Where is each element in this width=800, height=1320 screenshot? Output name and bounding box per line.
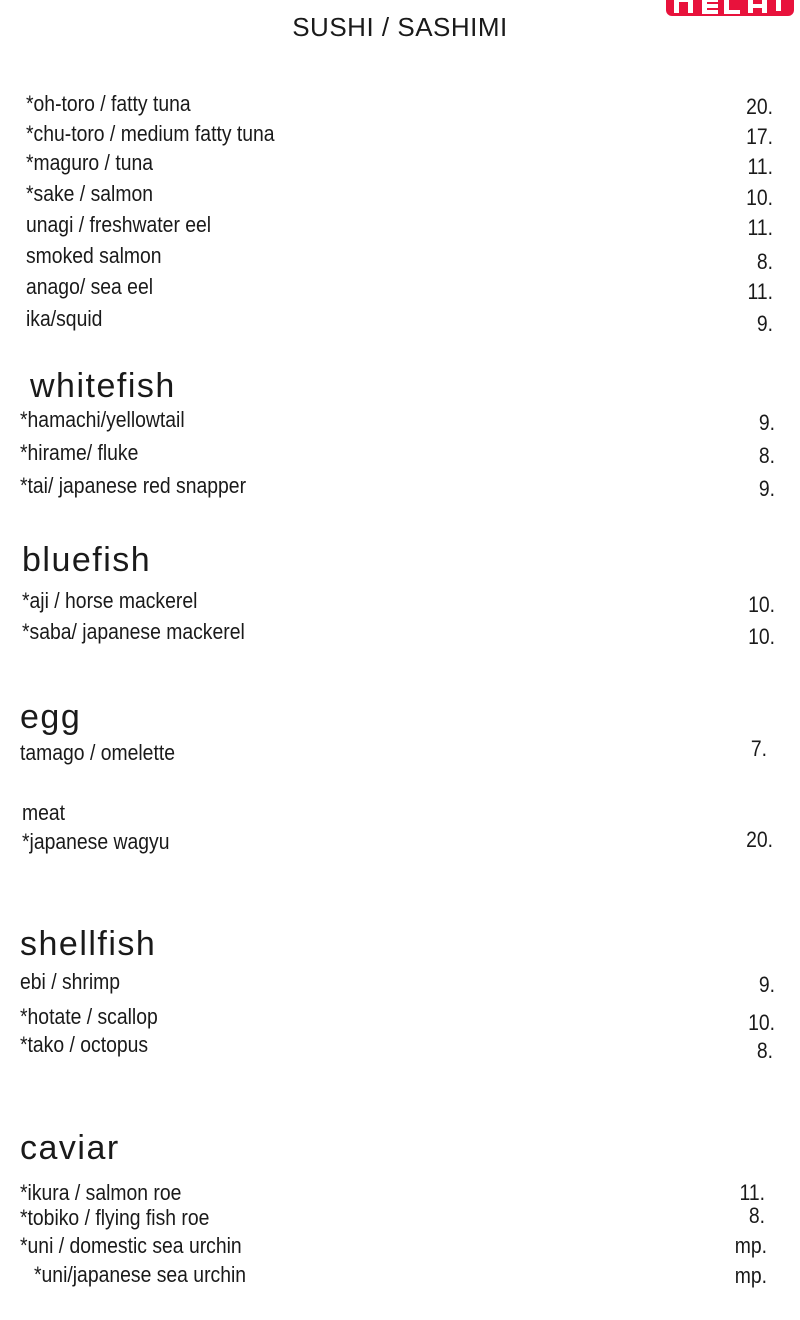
section-heading-egg: egg	[20, 698, 82, 736]
menu-item-name: *chu-toro / medium fatty tuna	[26, 121, 275, 146]
menu-item-name: unagi / freshwater eel	[26, 212, 212, 237]
menu-item-name: *uni/japanese sea urchin	[34, 1262, 247, 1287]
menu-item-price: 8.	[756, 1038, 773, 1063]
menu-item-price: 10.	[748, 1010, 775, 1035]
menu-item-name: *hamachi/yellowtail	[20, 407, 185, 432]
menu-item-price: 9.	[758, 476, 775, 501]
menu-item-price: 9.	[758, 972, 775, 997]
menu-item-price: 10.	[748, 624, 775, 649]
menu-item-name: *saba/ japanese mackerel	[22, 619, 245, 644]
menu-item-name: ika/squid	[26, 306, 103, 331]
menu-item-price: 20.	[746, 827, 773, 852]
menu-item-price: mp.	[734, 1263, 767, 1288]
menu-item-name: smoked salmon	[26, 243, 162, 268]
menu-item-price: 8.	[756, 249, 773, 274]
menu-item-name: ebi / shrimp	[20, 969, 121, 994]
section-heading-bluefish: bluefish	[22, 541, 152, 579]
section-heading-shellfish: shellfish	[20, 925, 157, 963]
menu-item-price: 10.	[746, 185, 773, 210]
menu-item-name: *hirame/ fluke	[20, 440, 139, 465]
menu-item-price: 8.	[748, 1203, 765, 1228]
section-heading-whitefish: whitefish	[30, 367, 176, 405]
menu-item-price: 9.	[758, 410, 775, 435]
page-title: SUSHI / SASHIMI	[292, 12, 508, 42]
menu-item-name: tamago / omelette	[20, 740, 175, 765]
menu-item-price: 11.	[747, 154, 773, 179]
menu-item-name: *ikura / salmon roe	[20, 1180, 182, 1205]
menu-item-name: *tai/ japanese red snapper	[20, 473, 247, 498]
menu-item-name: *aji / horse mackerel	[22, 588, 198, 613]
menu-item-name: *tako / octopus	[20, 1032, 149, 1057]
menu-item-price: 8.	[758, 443, 775, 468]
menu-item-price: 11.	[747, 279, 773, 304]
menu-item-price: 11.	[739, 1180, 765, 1205]
menu-item-name: *tobiko / flying fish roe	[20, 1205, 210, 1230]
menu-item-price: 9.	[756, 311, 773, 336]
menu-item-price: mp.	[734, 1233, 767, 1258]
menu-item-name: *japanese wagyu	[22, 829, 170, 854]
section-heading-meat: meat	[22, 800, 66, 825]
menu-item-name: *sake / salmon	[26, 181, 153, 206]
menu-item-name: *oh-toro / fatty tuna	[26, 91, 191, 116]
section-heading-caviar: caviar	[20, 1129, 120, 1167]
menu-item-price: 20.	[746, 94, 773, 119]
menu-item-name: *uni / domestic sea urchin	[20, 1233, 242, 1258]
menu-item-name: *maguro / tuna	[26, 150, 153, 175]
menu-item-price: 7.	[750, 736, 767, 761]
menu-item-price: 11.	[747, 215, 773, 240]
menu-item-name: *hotate / scallop	[20, 1004, 158, 1029]
menu-item-price: 17.	[746, 124, 773, 149]
menu-item-name: anago/ sea eel	[26, 274, 154, 299]
menu-item-price: 10.	[748, 592, 775, 617]
